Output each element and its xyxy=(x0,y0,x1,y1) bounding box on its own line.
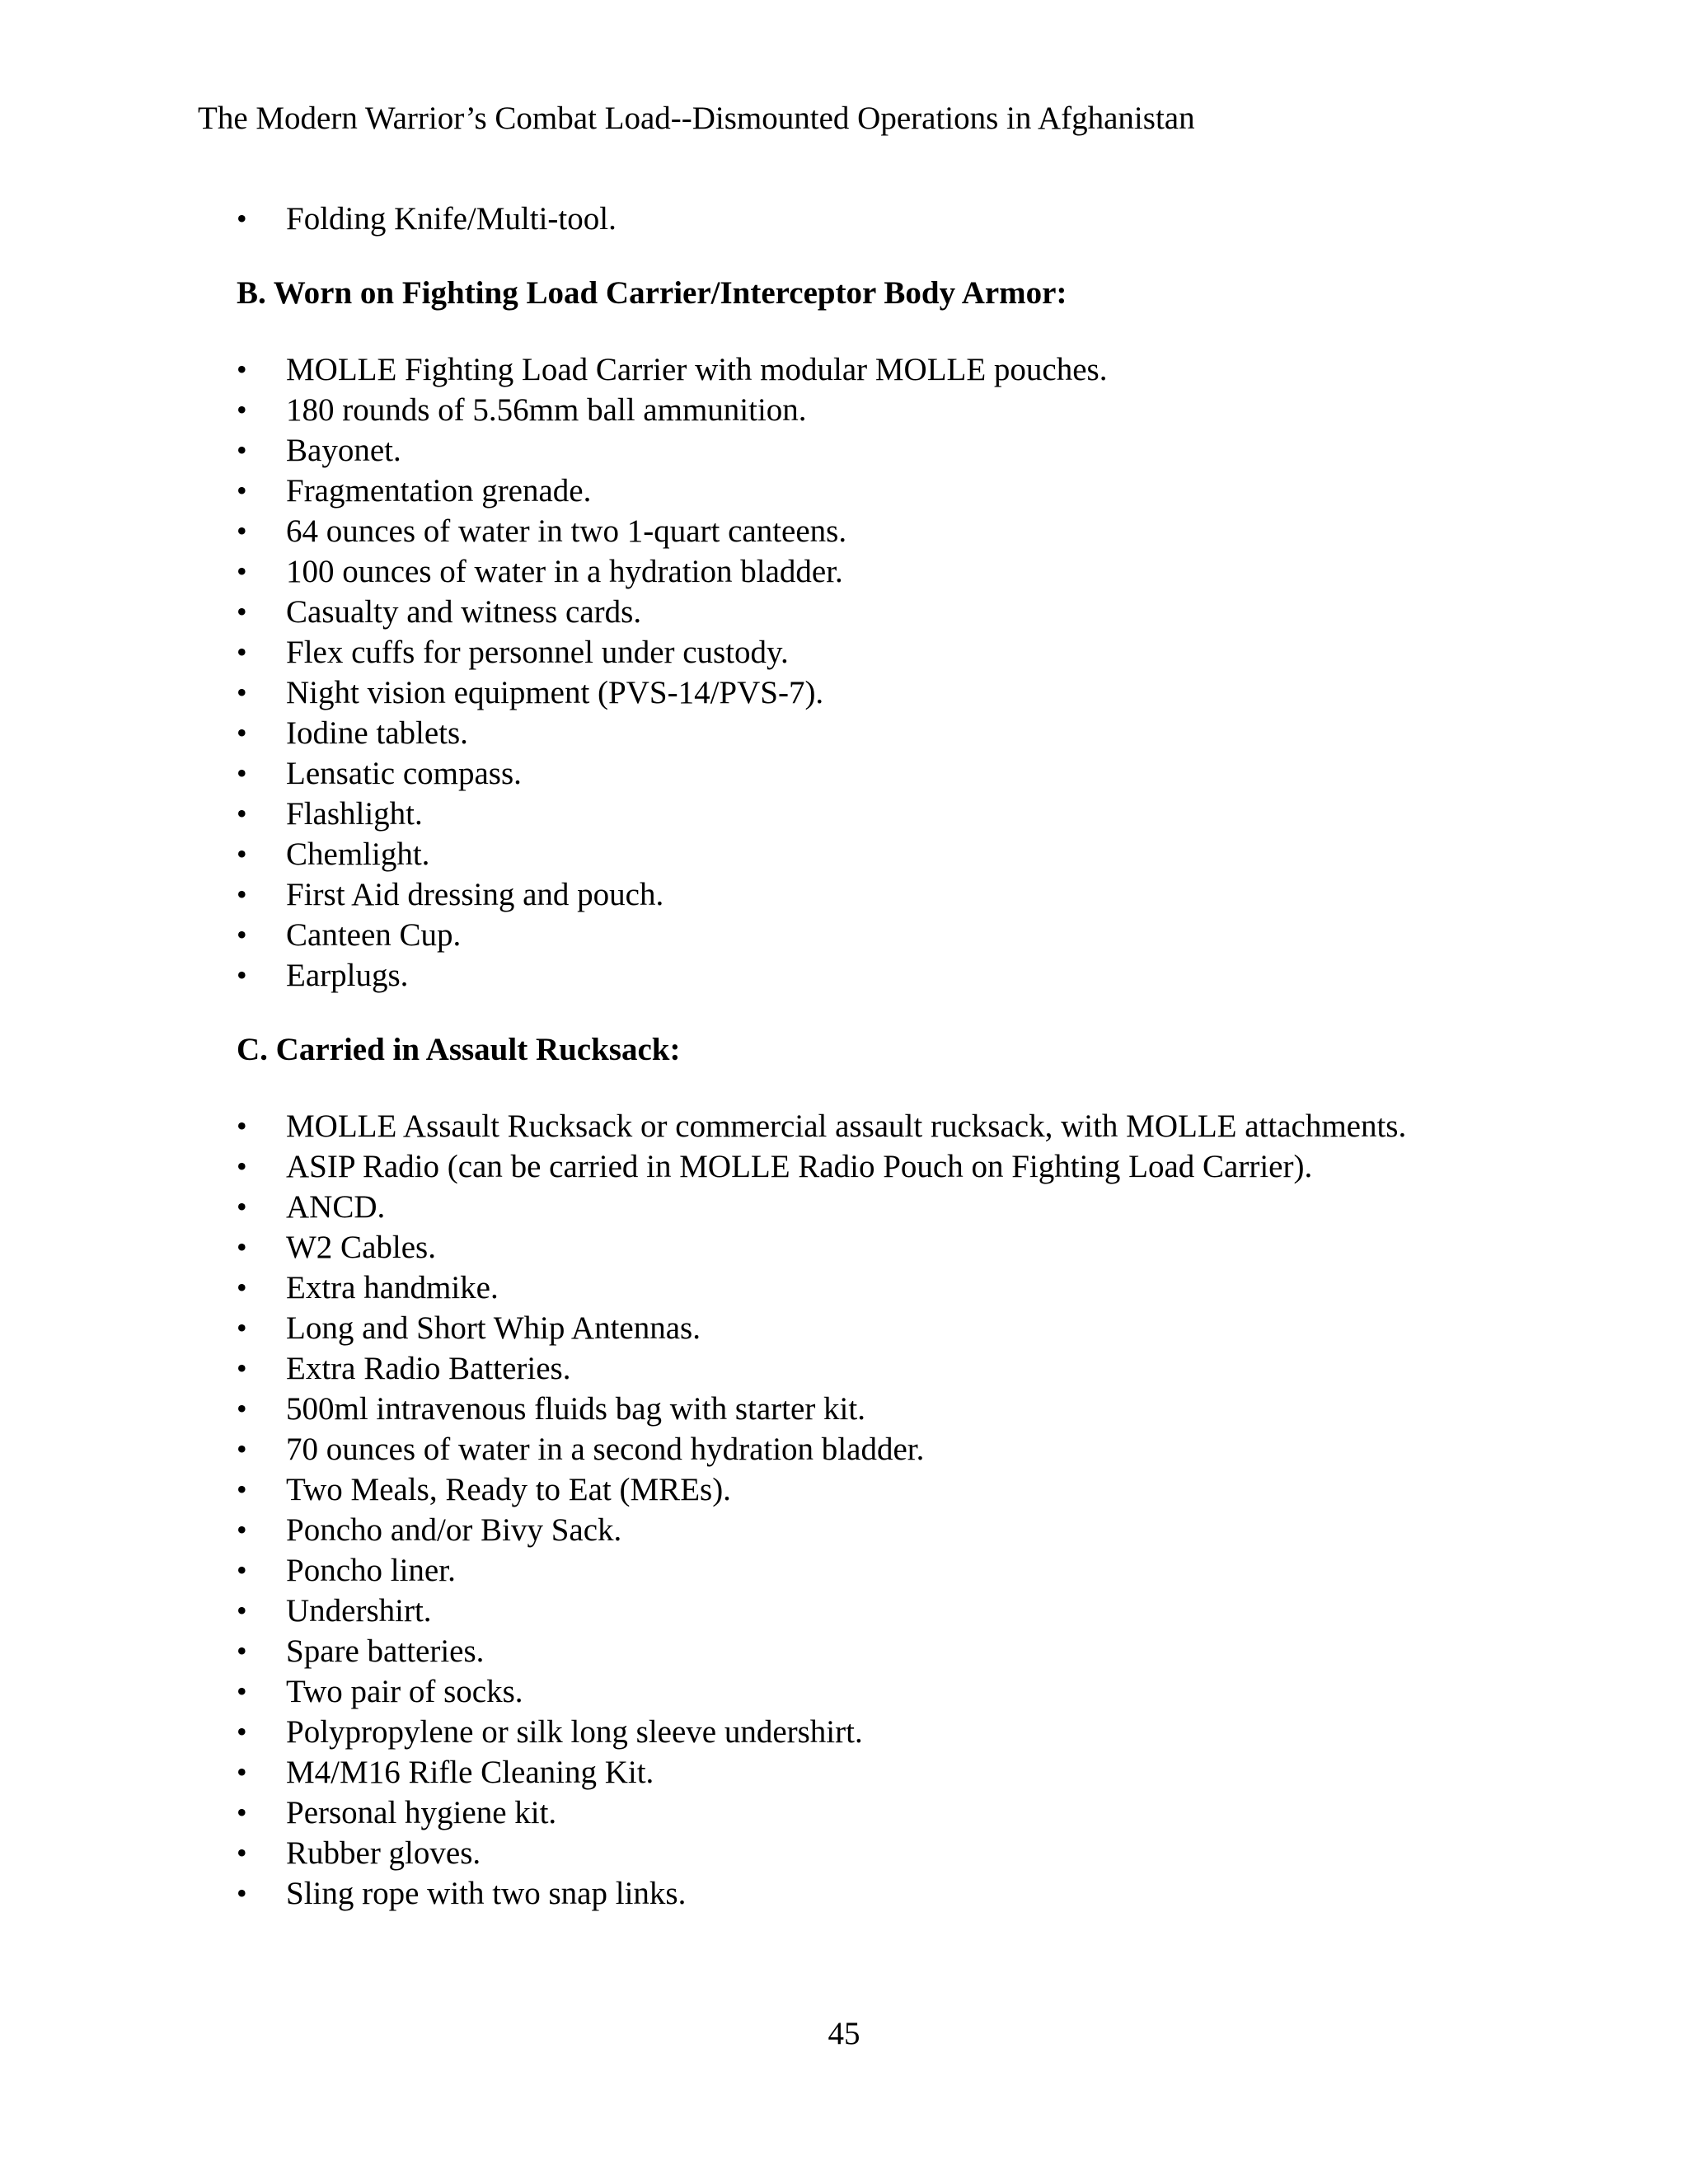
list-item-text: Long and Short Whip Antennas. xyxy=(286,1310,701,1346)
list-item-text: Folding Knife/Multi-tool. xyxy=(286,201,617,237)
list-item xyxy=(237,753,1654,794)
list-item xyxy=(237,915,1654,955)
list-item xyxy=(237,1873,1654,1914)
bullet-icon: • xyxy=(237,716,247,749)
list-item-text: 500ml intravenous fluids bag with starter kit. xyxy=(286,1391,865,1427)
bullet-icon: • xyxy=(237,434,247,466)
section-c-list xyxy=(237,1106,1654,1914)
list-item xyxy=(237,1752,1654,1793)
bullet-icon: • xyxy=(237,1473,247,1506)
bullet-icon: • xyxy=(237,1311,247,1344)
list-item xyxy=(237,673,1654,713)
section-b-heading: B. Worn on Fighting Load Carrier/Interceptor Body Armor: xyxy=(237,275,1067,311)
list-item-text: Iodine tablets. xyxy=(286,715,468,751)
list-item xyxy=(237,713,1654,753)
list-item xyxy=(237,1469,1654,1510)
list-item-text: Canteen Cup. xyxy=(286,917,462,953)
list-item xyxy=(237,1712,1654,1752)
list-item xyxy=(237,955,1654,996)
bullet-icon: • xyxy=(237,757,247,790)
bullet-icon: • xyxy=(237,878,247,911)
bullet-icon: • xyxy=(237,1836,247,1869)
bullet-icon: • xyxy=(237,958,247,991)
list-item-text: 180 rounds of 5.56mm ball ammunition. xyxy=(286,392,807,428)
list-item-text: W2 Cables. xyxy=(286,1230,436,1265)
list-item xyxy=(237,1268,1654,1308)
bullet-icon: • xyxy=(237,676,247,709)
bullet-icon: • xyxy=(237,1230,247,1263)
list-item xyxy=(237,1106,1654,1146)
list-item xyxy=(237,430,1654,471)
list-item xyxy=(237,1833,1654,1873)
list-item-text: Two pair of socks. xyxy=(286,1674,523,1709)
list-item-text: Personal hygiene kit. xyxy=(286,1795,557,1830)
list-item xyxy=(237,1671,1654,1712)
list-item-text: Night vision equipment (PVS-14/PVS-7). xyxy=(286,675,824,710)
bullet-icon: • xyxy=(237,1796,247,1829)
bullet-icon: • xyxy=(237,1877,247,1910)
bullet-icon: • xyxy=(237,1634,247,1667)
list-item xyxy=(237,1591,1654,1631)
bullet-icon: • xyxy=(237,1715,247,1748)
list-item xyxy=(237,834,1654,874)
list-item xyxy=(237,471,1654,511)
list-item xyxy=(237,511,1654,551)
list-item xyxy=(237,874,1654,915)
list-item xyxy=(237,1429,1654,1469)
section-b-list xyxy=(237,349,1654,996)
list-item xyxy=(237,1227,1654,1268)
list-item xyxy=(237,390,1654,430)
list-item xyxy=(237,349,1654,390)
bullet-icon: • xyxy=(237,1755,247,1788)
bullet-icon: • xyxy=(237,1352,247,1385)
bullet-icon: • xyxy=(237,1190,247,1223)
list-item-text: Poncho liner. xyxy=(286,1553,456,1588)
list-item-text: Lensatic compass. xyxy=(286,756,522,791)
bullet-icon: • xyxy=(237,918,247,951)
list-item xyxy=(237,1348,1654,1389)
list-item-text: Spare batteries. xyxy=(286,1633,485,1669)
list-item xyxy=(237,794,1654,834)
bullet-icon: • xyxy=(237,1392,247,1425)
bullet-icon: • xyxy=(237,1594,247,1627)
list-item-text: Chemlight. xyxy=(286,837,430,872)
list-item xyxy=(237,1308,1654,1348)
list-item-text: ASIP Radio (can be carried in MOLLE Radio Pouch on Fighting Load Carrier). xyxy=(286,1149,1313,1184)
list-item-text: Casualty and witness cards. xyxy=(286,594,642,630)
list-item xyxy=(237,199,1654,239)
list-item-text: Rubber gloves. xyxy=(286,1835,481,1871)
running-header: The Modern Warrior’s Combat Load--Dismounted Operations in Afghanistan xyxy=(198,101,1195,136)
bullet-icon: • xyxy=(237,837,247,870)
list-item-text: Earplugs. xyxy=(286,958,409,993)
list-item-text: First Aid dressing and pouch. xyxy=(286,877,664,912)
list-item-text: Flashlight. xyxy=(286,796,423,832)
list-item xyxy=(237,1793,1654,1833)
bullet-icon: • xyxy=(237,1513,247,1546)
list-item-text: 70 ounces of water in a second hydration bladder. xyxy=(286,1432,925,1467)
list-item xyxy=(237,1146,1654,1187)
list-item xyxy=(237,632,1654,673)
bullet-icon: • xyxy=(237,1271,247,1304)
list-item-text: 64 ounces of water in two 1-quart canteens. xyxy=(286,513,847,549)
bullet-icon: • xyxy=(237,474,247,507)
list-item xyxy=(237,1550,1654,1591)
list-item-text: Extra handmike. xyxy=(286,1270,499,1305)
bullet-icon: • xyxy=(237,1109,247,1142)
list-item-text: Undershirt. xyxy=(286,1593,432,1629)
bullet-icon: • xyxy=(237,635,247,668)
bullet-icon: • xyxy=(237,555,247,588)
bullet-icon: • xyxy=(237,393,247,426)
list-item xyxy=(237,1389,1654,1429)
list-item xyxy=(237,1631,1654,1671)
bullet-icon: • xyxy=(237,595,247,628)
bullet-icon: • xyxy=(237,1432,247,1465)
list-item-text: Poncho and/or Bivy Sack. xyxy=(286,1512,622,1548)
bullet-icon: • xyxy=(237,202,247,235)
section-c-heading: C. Carried in Assault Rucksack: xyxy=(237,1032,681,1067)
list-item xyxy=(237,1510,1654,1550)
bullet-icon: • xyxy=(237,1554,247,1586)
bullet-icon: • xyxy=(237,514,247,547)
list-item-text: Two Meals, Ready to Eat (MREs). xyxy=(286,1472,731,1507)
list-item xyxy=(237,551,1654,592)
list-a-continued xyxy=(237,199,1654,239)
list-item-text: Bayonet. xyxy=(286,433,401,468)
list-item-text: M4/M16 Rifle Cleaning Kit. xyxy=(286,1755,654,1790)
list-item-text: MOLLE Fighting Load Carrier with modular MOLLE pouches. xyxy=(286,352,1108,387)
list-item-text: Polypropylene or silk long sleeve undershirt. xyxy=(286,1714,863,1750)
document-body xyxy=(237,199,1654,1914)
list-item-text: 100 ounces of water in a hydration bladder. xyxy=(286,554,843,589)
list-item xyxy=(237,592,1654,632)
page-number: 45 xyxy=(828,2016,860,2051)
bullet-icon: • xyxy=(237,1675,247,1708)
bullet-icon: • xyxy=(237,1150,247,1183)
list-item-text: Sling rope with two snap links. xyxy=(286,1876,687,1911)
list-item-text: Extra Radio Batteries. xyxy=(286,1351,571,1386)
list-item xyxy=(237,1187,1654,1227)
list-item-text: MOLLE Assault Rucksack or commercial assault rucksack, with MOLLE attachments. xyxy=(286,1108,1407,1144)
list-item-text: Fragmentation grenade. xyxy=(286,473,592,509)
list-item-text: ANCD. xyxy=(286,1189,386,1225)
bullet-icon: • xyxy=(237,353,247,386)
bullet-icon: • xyxy=(237,797,247,830)
list-item-text: Flex cuffs for personnel under custody. xyxy=(286,635,789,670)
